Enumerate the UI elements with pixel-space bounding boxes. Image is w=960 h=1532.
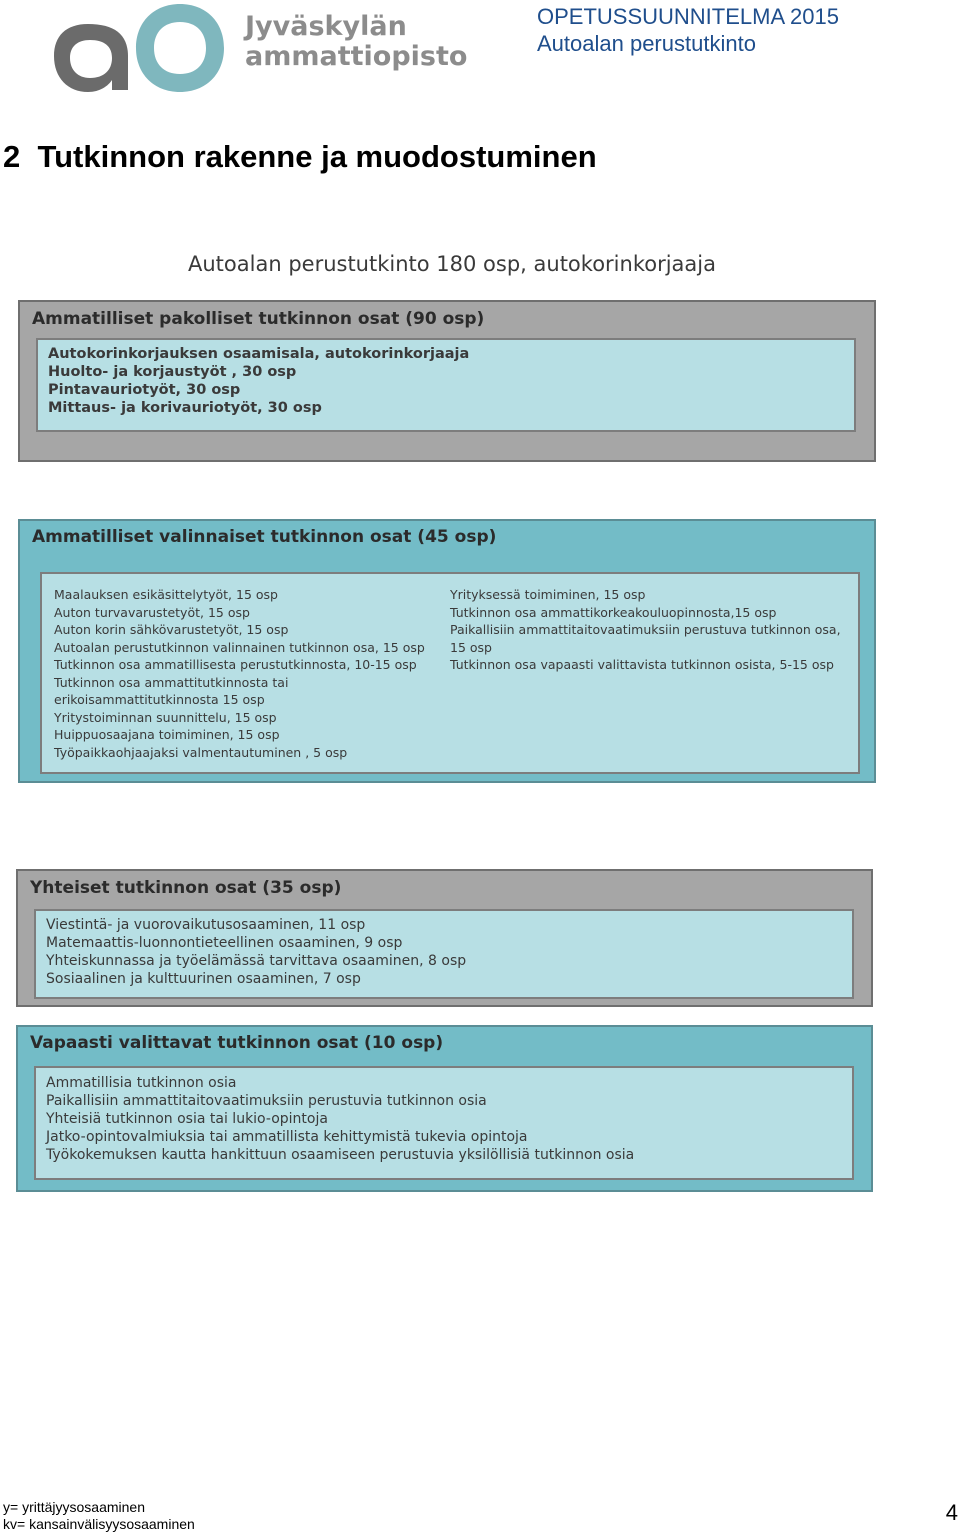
list-item: Mittaus- ja korivauriotyöt, 30 osp: [48, 400, 322, 416]
optional-vocational-units-list-box: [40, 572, 860, 774]
page-number: 4: [945, 1500, 958, 1525]
list-item: Tutkinnon osa ammattitutkinnosta tai: [54, 674, 289, 690]
optional-units-left-list: [54, 586, 425, 761]
list-item: Yritystoiminnan suunnittelu, 15 osp: [54, 709, 277, 725]
common-units-title: Yhteiset tutkinnon osat (35 osp): [30, 878, 342, 898]
list-item: erikoisammattitutkinnosta 15 osp: [54, 692, 265, 707]
list-item: Yhteiskunnassa ja työelämässä tarvittava osaaminen, 8 osp: [46, 953, 467, 969]
list-item: Matemaattis-luonnontieteellinen osaaminen, 9 osp: [46, 935, 403, 951]
free-choice-units-list: [46, 1074, 634, 1164]
list-item: Maalauksen esikäsittelytyöt, 15 osp: [54, 587, 278, 602]
list-item: Tutkinnon osa ammatillisesta perustutkinnosta, 10-15 osp: [54, 657, 417, 672]
mandatory-units-list-box: [36, 338, 856, 432]
list-item: Ammatillisia tutkinnon osia: [46, 1075, 237, 1091]
footnote-y: y= yrittäjyysosaaminen: [3, 1499, 146, 1515]
section-heading: 2 Tutkinnon rakenne ja muodostuminen: [3, 139, 597, 174]
list-item: Paikallisiin ammattitaitovaatimuksiin perustuva tutkinnon osa, 15 osp: [450, 622, 841, 655]
list-item: Tutkinnon osa vapaasti valittavista tutkinnon osista, 5-15 osp: [450, 657, 834, 672]
list-item: Auton turvavarustetyöt, 15 osp: [54, 604, 250, 620]
common-units-list: [46, 916, 466, 988]
list-item: Autokorinkorjauksen osaamisala, autokorinkorjaaja: [48, 346, 470, 362]
list-item: Tutkinnon osa ammattikorkeakouluopinnosta,15 osp: [450, 604, 777, 620]
list-item: Työpaikkaohjaajaksi valmentautuminen , 5 osp: [54, 744, 348, 760]
list-item: Huolto- ja korjaustyöt , 30 osp: [48, 364, 297, 380]
common-units-box: [16, 869, 873, 1007]
list-item: Jatko-opintovalmiuksia tai ammatillista kehittymistä tukevia opintoja: [46, 1129, 528, 1145]
optional-units-right-list: [450, 586, 850, 674]
list-item: Yrityksessä toimiminen, 15 osp: [450, 587, 646, 602]
list-item: Huippuosaajana toimiminen, 15 osp: [54, 727, 280, 742]
list-item: Pintavauriotyöt, 30 osp: [48, 382, 241, 398]
list-item: Yhteisiä tutkinnon osia tai lukio-opintoja: [46, 1111, 328, 1127]
free-choice-units-list-box: [34, 1066, 854, 1180]
logo-wordmark: [245, 12, 467, 72]
ao-logo-mark: [48, 0, 228, 96]
common-units-list-box: [34, 909, 854, 999]
list-item: Viestintä- ja vuorovaikutusosaaminen, 11 osp: [46, 917, 366, 933]
footnote-kv: kv= kansainvälisyysosaaminen: [3, 1516, 195, 1532]
document-title: OPETUSSUUNNITELMA 2015: [537, 4, 839, 29]
free-choice-units-box: [16, 1025, 873, 1192]
free-choice-units-title: Vapaasti valittavat tutkinnon osat (10 osp): [30, 1033, 444, 1053]
figure-title: Autoalan perustutkinto 180 osp, autokorinkorjaaja: [188, 252, 716, 276]
optional-vocational-units-box: [18, 519, 876, 783]
mandatory-units-box: [18, 300, 876, 462]
list-item: Autoalan perustutkinnon valinnainen tutkinnon osa, 15 osp: [54, 639, 425, 655]
logo-line-2: ammattiopisto: [245, 41, 468, 72]
list-item: Työkokemuksen kautta hankittuun osaamiseen perustuvia yksilöllisiä tutkinnon osia: [46, 1147, 635, 1163]
list-item: Auton korin sähkövarustetyöt, 15 osp: [54, 622, 289, 637]
list-item: Sosiaalinen ja kulttuurinen osaaminen, 7 osp: [46, 971, 361, 987]
optional-vocational-units-title: Ammatilliset valinnaiset tutkinnon osat (45 osp): [32, 527, 497, 547]
logo-line-1: Jyväskylän: [245, 11, 407, 42]
mandatory-units-list: [48, 345, 469, 417]
document-subtitle: Autoalan perustutkinto: [537, 31, 756, 56]
list-item: Paikallisiin ammattitaitovaatimuksiin perustuvia tutkinnon osia: [46, 1093, 487, 1109]
mandatory-units-title: Ammatilliset pakolliset tutkinnon osat (90 osp): [32, 309, 485, 329]
